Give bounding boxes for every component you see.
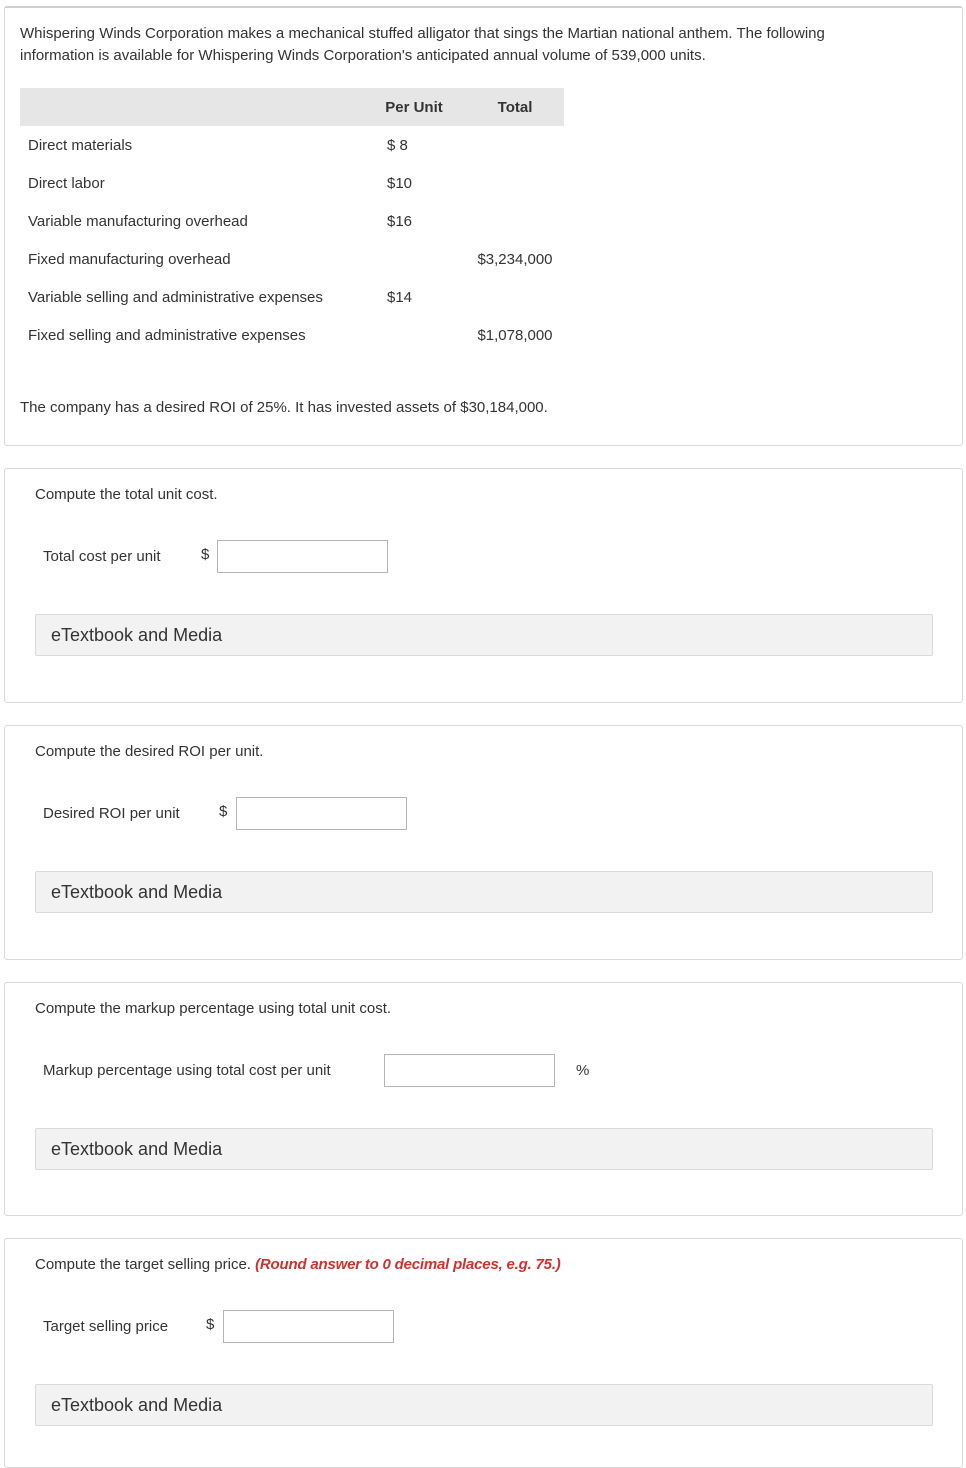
dollar-prefix: $ <box>219 803 228 820</box>
percent-suffix: % <box>576 1062 590 1079</box>
answer-label: Total cost per unit <box>43 548 161 565</box>
row-total <box>466 278 564 316</box>
question-prompt <box>35 1256 561 1273</box>
row-label: Variable selling and administrative expenses <box>28 288 323 306</box>
answer-label: Desired ROI per unit <box>43 805 180 822</box>
table-row <box>20 126 564 164</box>
problem-statement-card <box>4 6 963 446</box>
question-card-target-selling-price <box>4 1238 963 1468</box>
row-label: Fixed selling and administrative expenses <box>28 326 306 344</box>
row-total <box>466 164 564 202</box>
table-header-per-unit: Per Unit <box>362 88 466 126</box>
row-label: Fixed manufacturing overhead <box>28 250 231 268</box>
row-label: Variable manufacturing overhead <box>28 212 248 230</box>
table-row <box>20 164 564 202</box>
row-per-unit: $14 <box>387 288 413 306</box>
row-per-unit <box>362 316 466 354</box>
table-header-label <box>20 88 362 126</box>
row-total: $3,234,000 <box>477 250 553 268</box>
question-card-desired-roi <box>4 725 963 960</box>
table-row <box>20 240 564 278</box>
row-per-unit: $10 <box>387 174 413 192</box>
dollar-prefix: $ <box>201 546 210 563</box>
question-prompt-text: Compute the target selling price. <box>35 1256 251 1273</box>
question-card-total-unit-cost <box>4 468 963 703</box>
question-prompt: Compute the markup percentage using total unit cost. <box>35 1000 392 1017</box>
cost-data-table <box>20 88 564 354</box>
row-per-unit: $16 <box>387 212 413 230</box>
table-row <box>20 316 564 354</box>
row-label: Direct labor <box>28 174 105 192</box>
row-total: $1,078,000 <box>477 326 553 344</box>
table-row <box>20 202 564 240</box>
roi-statement: The company has a desired ROI of 25%. It has invested assets of $30,184,000. <box>20 399 548 416</box>
table-header-row <box>20 88 564 126</box>
row-total <box>466 126 564 164</box>
table-row <box>20 278 564 316</box>
row-per-unit <box>362 240 466 278</box>
desired-roi-per-unit-input[interactable] <box>236 797 407 830</box>
target-selling-price-input[interactable] <box>223 1310 394 1343</box>
row-per-unit: $ 8 <box>387 136 408 154</box>
markup-percentage-input[interactable] <box>384 1054 555 1087</box>
etextbook-media-button[interactable]: eTextbook and Media <box>35 1128 933 1170</box>
total-cost-per-unit-input[interactable] <box>217 540 388 573</box>
problem-text: Whispering Winds Corporation makes a mechanical stuffed alligator that sings the Martian national anthem. The following information is available for Whispering Winds Corporation's anticipated annual volume of 539,000 units. <box>20 25 825 64</box>
etextbook-media-button[interactable]: eTextbook and Media <box>35 614 933 656</box>
question-card-markup-percentage <box>4 982 963 1216</box>
row-total <box>466 202 564 240</box>
question-prompt: Compute the total unit cost. <box>35 486 218 503</box>
etextbook-media-button[interactable]: eTextbook and Media <box>35 871 933 913</box>
etextbook-media-button[interactable]: eTextbook and Media <box>35 1384 933 1426</box>
table-header-total: Total <box>466 88 564 126</box>
rounding-hint: (Round answer to 0 decimal places, e.g. 75.) <box>255 1256 561 1273</box>
answer-label: Target selling price <box>43 1318 169 1335</box>
question-prompt: Compute the desired ROI per unit. <box>35 743 264 760</box>
row-label: Direct materials <box>28 136 133 154</box>
dollar-prefix: $ <box>206 1316 215 1333</box>
answer-label: Markup percentage using total cost per unit <box>43 1062 331 1079</box>
